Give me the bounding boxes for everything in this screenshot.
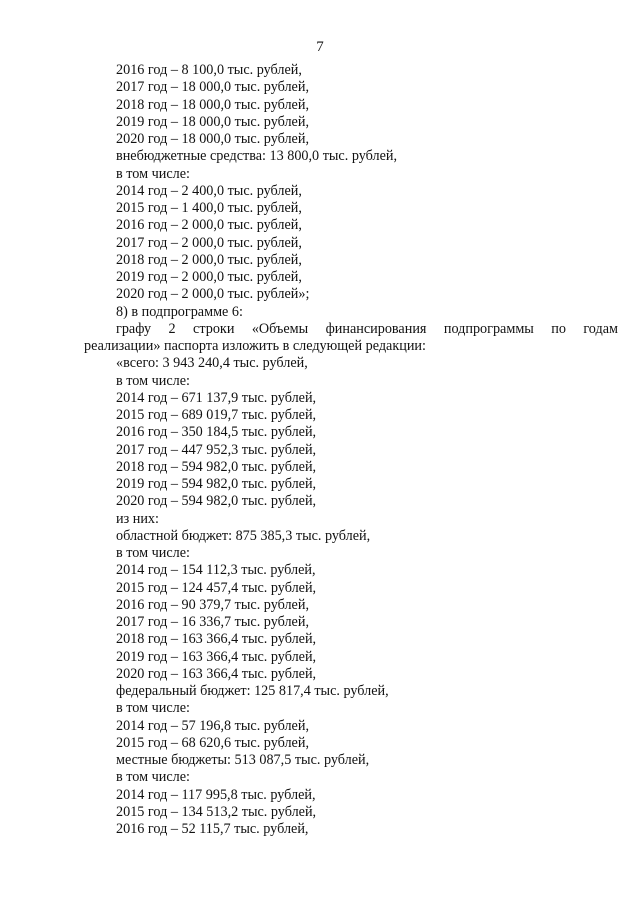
- text-line: 2014 год – 2 400,0 тыс. рублей,: [116, 182, 302, 199]
- text-line: 2020 год – 163 366,4 тыс. рублей,: [116, 665, 317, 682]
- text-line: в том числе:: [116, 165, 190, 182]
- text-line: федеральный бюджет: 125 817,4 тыс. рублей,: [116, 683, 389, 699]
- text-line: 2018 год – 163 366,4 тыс. рублей,: [116, 631, 317, 648]
- text-line: 2015 год – 124 457,4 тыс. рублей,: [116, 579, 317, 596]
- text-line: внебюджетные средства: 13 800,0 тыс. рублей,: [116, 148, 398, 165]
- text-line: 2014 год – 154 112,3 тыс. рублей,: [116, 562, 316, 579]
- text-line: 2016 год – 2 000,0 тыс. рублей,: [116, 217, 302, 234]
- text-line: 2015 год – 68 620,6 тыс. рублей,: [116, 734, 309, 751]
- text-line: реализации» паспорта изложить в следующей редакции:: [84, 338, 426, 354]
- text-line: 2019 год – 18 000,0 тыс. рублей,: [116, 113, 309, 130]
- text-line: 2020 год – 18 000,0 тыс. рублей,: [116, 131, 309, 147]
- text-line: 2017 год – 2 000,0 тыс. рублей,: [116, 234, 302, 251]
- text-line: 2020 год – 2 000,0 тыс. рублей»;: [116, 286, 310, 303]
- text-line: в том числе:: [116, 769, 190, 786]
- text-line: 2019 год – 163 366,4 тыс. рублей,: [116, 648, 317, 665]
- text-line: 2016 год – 8 100,0 тыс. рублей,: [116, 62, 302, 78]
- text-line: в том числе:: [116, 545, 190, 561]
- text-line: в том числе:: [116, 700, 190, 717]
- text-line: 2017 год – 18 000,0 тыс. рублей,: [116, 79, 309, 96]
- text-line: 2018 год – 18 000,0 тыс. рублей,: [116, 96, 309, 113]
- text-line: 8) в подпрограмме 6:: [116, 303, 243, 320]
- text-line: 2015 год – 1 400,0 тыс. рублей,: [116, 200, 302, 216]
- text-line: 2020 год – 594 982,0 тыс. рублей,: [116, 493, 317, 510]
- text-line: графу 2 строки «Объемы финансирования подпрограммы по годам: [116, 320, 618, 337]
- text-line: 2014 год – 117 995,8 тыс. рублей,: [116, 786, 316, 803]
- text-line: областной бюджет: 875 385,3 тыс. рублей,: [116, 527, 371, 544]
- text-line: 2015 год – 134 513,2 тыс. рублей,: [116, 803, 317, 820]
- text-line: «всего: 3 943 240,4 тыс. рублей,: [116, 355, 308, 372]
- text-line: 2016 год – 350 184,5 тыс. рублей,: [116, 424, 317, 441]
- text-line: местные бюджеты: 513 087,5 тыс. рублей,: [116, 752, 370, 768]
- text-line: 2015 год – 689 019,7 тыс. рублей,: [116, 407, 317, 423]
- text-line: 2014 год – 57 196,8 тыс. рублей,: [116, 717, 309, 734]
- text-line: 2019 год – 594 982,0 тыс. рублей,: [116, 476, 317, 492]
- text-line: 2017 год – 447 952,3 тыс. рублей,: [116, 441, 317, 458]
- page-number: 7: [316, 39, 324, 55]
- text-line: 2017 год – 16 336,7 тыс. рублей,: [116, 614, 309, 630]
- text-line: 2016 год – 90 379,7 тыс. рублей,: [116, 596, 309, 613]
- text-line: в том числе:: [116, 372, 190, 389]
- text-line: 2019 год – 2 000,0 тыс. рублей,: [116, 269, 302, 285]
- text-line: 2014 год – 671 137,9 тыс. рублей,: [116, 389, 317, 406]
- text-line: 2018 год – 2 000,0 тыс. рублей,: [116, 251, 302, 268]
- text-line: 2018 год – 594 982,0 тыс. рублей,: [116, 458, 317, 475]
- document-body: [0, 62, 640, 838]
- text-line: из них:: [116, 510, 159, 527]
- text-line: 2016 год – 52 115,7 тыс. рублей,: [116, 821, 309, 837]
